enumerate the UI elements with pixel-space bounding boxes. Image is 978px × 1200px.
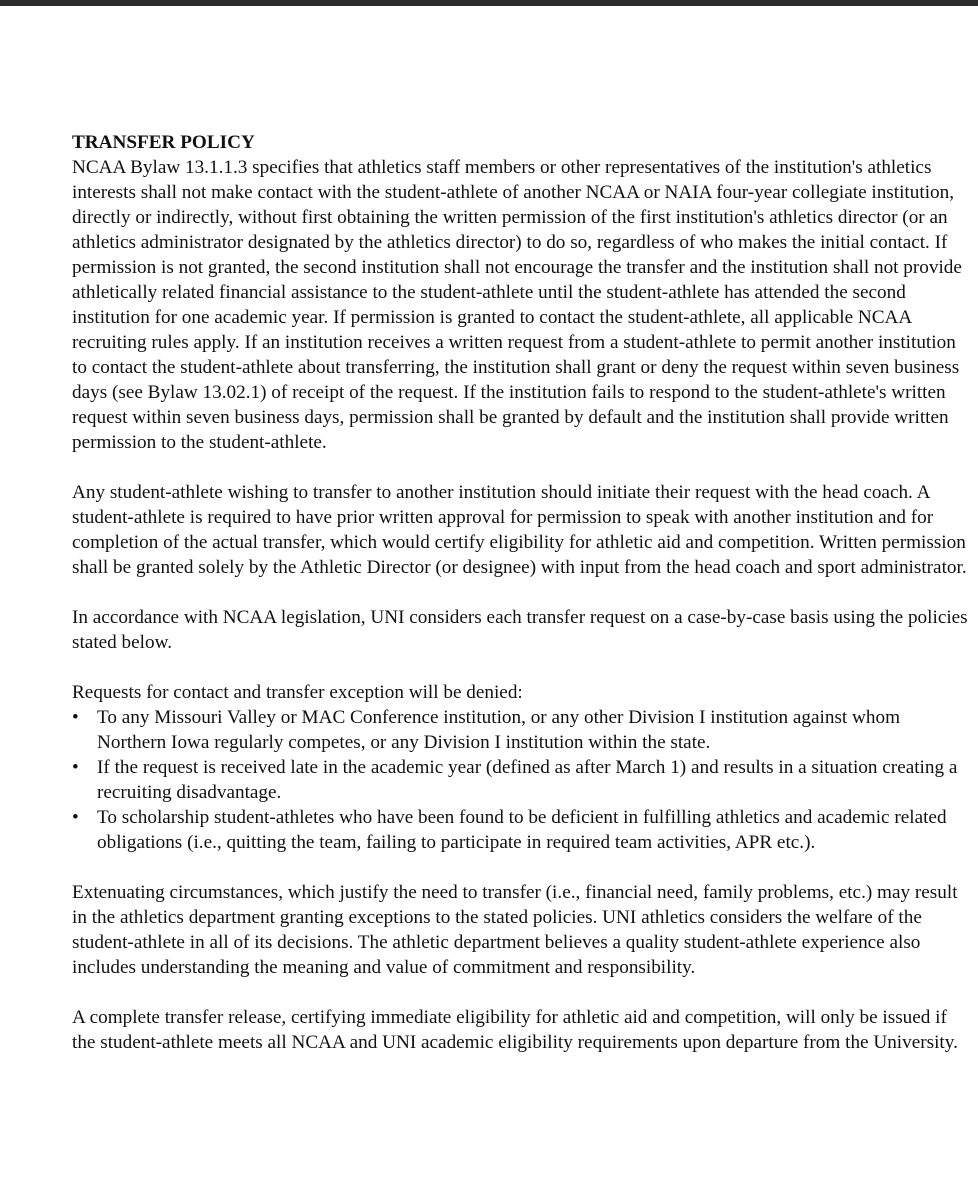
list-item [72, 705, 968, 755]
list-item-text: If the request is received late in the academic year (defined as after March 1) and results in a situation creating a recruiting disadvantage. [97, 757, 958, 803]
document-body [72, 130, 968, 1080]
case-by-case-paragraph: In accordance with NCAA legislation, UNI considers each transfer request on a case-by-case basis using the policies stated below. [72, 607, 968, 653]
bullet-icon: • [72, 707, 79, 728]
transfer-release-paragraph: A complete transfer release, certifying immediate eligibility for athletic aid and competition, will only be issued if the student-athlete meets all NCAA and UNI academic eligibility requirements upon departure from the University. [72, 1007, 958, 1053]
page-title: TRANSFER POLICY [72, 132, 255, 153]
extenuating-circumstances-paragraph: Extenuating circumstances, which justify the need to transfer (i.e., financial need, family problems, etc.) may result in the athletics department granting exceptions to the stated policies. UNI athletics considers the welfare of the student-athlete in all of its decisions. The athletic department believes a quality student-athlete experience also includes understanding the meaning and value of commitment and responsibility. [72, 882, 958, 978]
list-item-text: To any Missouri Valley or MAC Conference institution, or any other Division I institution against whom Northern Iowa regularly competes, or any Division I institution within the state. [97, 707, 901, 753]
bullet-icon: • [72, 757, 79, 778]
bullet-icon: • [72, 807, 79, 828]
denial-list [72, 705, 968, 855]
request-procedure-paragraph: Any student-athlete wishing to transfer to another institution should initiate their request with the head coach. A student-athlete is required to have prior written approval for permission to speak with another institution and for completion of the actual transfer, which would certify eligibility for athletic aid and competition. Written permission shall be granted solely by the Athletic Director (or designee) with input from the head coach and sport administrator. [72, 482, 967, 578]
list-item-text: To scholarship student-athletes who have been found to be deficient in fulfilling athletics and academic related obligations (i.e., quitting the team, failing to participate in required team activities, APR etc.). [97, 807, 947, 853]
top-border-bar [0, 0, 978, 6]
bylaw-paragraph: NCAA Bylaw 13.1.1.3 specifies that athletics staff members or other representatives of the institution's athletics interests shall not make contact with the student-athlete of another NCAA or NAIA four-year collegiate institution, directly or indirectly, without first obtaining the written permission of the first institution's athletics director (or an athletics administrator designated by the athletics director) to do so, regardless of who makes the initial contact. If permission is not granted, the second institution shall not encourage the transfer and the institution shall not provide athletically related financial assistance to the student-athlete until the student-athlete has attended the second institution for one academic year. If permission is granted to contact the student-athlete, all applicable NCAA recruiting rules apply. If an institution receives a written request from a student-athlete to permit another institution to contact the student-athlete about transferring, the institution shall grant or deny the request within seven business days (see Bylaw 13.02.1) of receipt of the request. If the institution fails to respond to the student-athlete's written request within seven business days, permission shall be granted by default and the institution shall provide written permission to the student-athlete. [72, 157, 962, 453]
list-item [72, 755, 968, 805]
denial-list-intro: Requests for contact and transfer exception will be denied: [72, 682, 523, 703]
list-item [72, 805, 968, 855]
policy-section [72, 130, 968, 455]
